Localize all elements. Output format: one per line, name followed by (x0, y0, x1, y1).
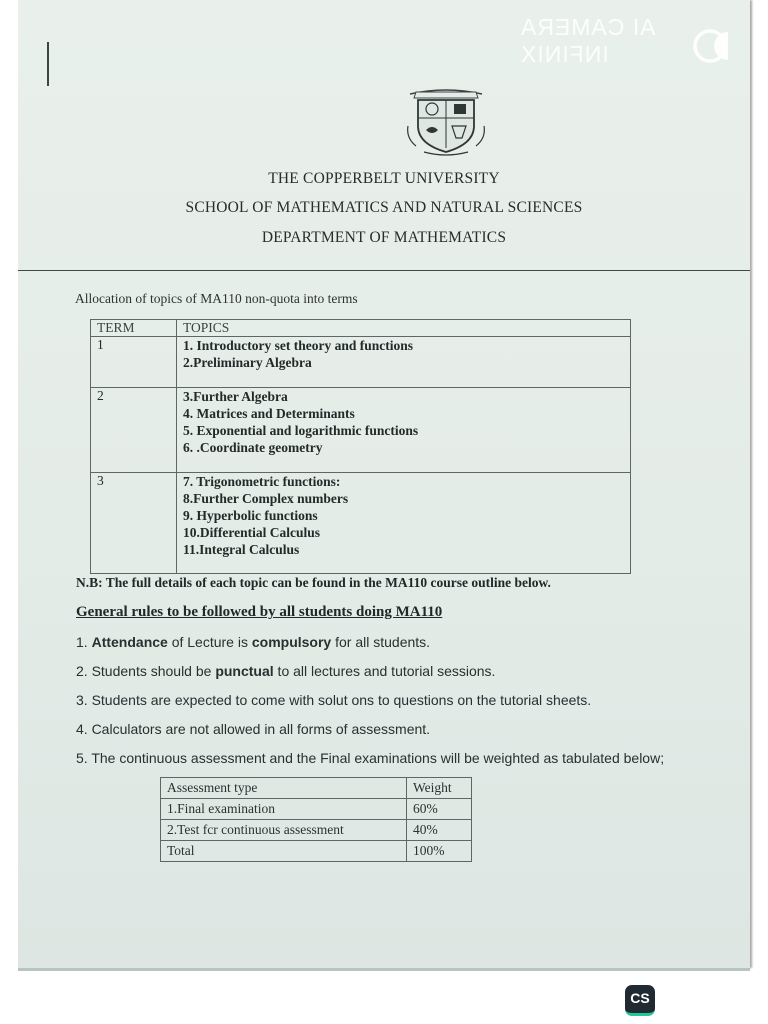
university-crest-icon (402, 86, 490, 158)
topic-item: 4. Matrices and Determinants (183, 406, 355, 421)
camera-watermark (520, 14, 670, 68)
table-row (161, 799, 472, 820)
term-number: 1 (97, 337, 104, 352)
topics-table (90, 319, 631, 574)
table-row (161, 841, 472, 862)
rule-item: 5. The continuous assessment and the Final examinations will be weighted as tabulated below; (76, 750, 665, 766)
topic-item: 11.Integral Calculus (183, 542, 300, 557)
table-header-row (161, 778, 472, 799)
topic-item: 7. Trigonometric functions: (183, 474, 341, 489)
table-row (91, 388, 631, 473)
term-cell (91, 388, 177, 473)
table-caption: Allocation of topics of MA110 non-quota into terms (75, 291, 358, 306)
table-row (91, 473, 631, 574)
rule-item: 1. Attendance of Lecture is compulsory for all students. (76, 634, 431, 650)
page-edge (18, 968, 750, 971)
watermark-line-1: AI CAMERA (520, 14, 656, 40)
university-name: THE COPPERBELT UNIVERSITY (268, 170, 500, 187)
topics-cell (177, 388, 631, 473)
rule-item: 3. Students are expected to come with solut ons to questions on the tutorial sheets. (76, 692, 592, 708)
camera-logo-icon (688, 26, 728, 66)
topic-item: 8.Further Complex numbers (183, 491, 349, 506)
topics-cell (177, 473, 631, 574)
topic-item: 5. Exponential and logarithmic functions (183, 423, 419, 438)
topic-item: 6. .Coordinate geometry (183, 440, 323, 455)
topics-header: TOPICS (177, 320, 631, 337)
term-cell (91, 473, 177, 574)
margin-mark (47, 42, 49, 86)
nb-note: N.B: The full details of each topic can be found in the MA110 course outline below. (76, 575, 551, 590)
weight-header: Weight (407, 778, 472, 799)
school-name: SCHOOL OF MATHEMATICS AND NATURAL SCIENCES (185, 199, 583, 216)
weight-cell: 100% (407, 841, 472, 862)
department-name: DEPARTMENT OF MATHEMATICS (261, 229, 507, 246)
assessment-type-cell: Total (161, 841, 407, 862)
table-row (91, 337, 631, 388)
topics-cell (177, 337, 631, 388)
term-number: 3 (97, 473, 104, 488)
table-row (161, 820, 472, 841)
term-cell (91, 337, 177, 388)
topic-item: 2.Preliminary Algebra (183, 355, 312, 370)
rules-heading: General rules to be followed by all students doing MA110 (76, 604, 443, 620)
rule-item: 2. Students should be punctual to all lectures and tutorial sessions. (76, 663, 496, 679)
watermark-line-2: INFINIX (520, 41, 609, 67)
camscanner-badge-icon: CS (625, 985, 655, 1016)
header-divider (18, 270, 750, 271)
topic-item: 3.Further Algebra (183, 389, 288, 404)
assessment-type-header: Assessment type (161, 778, 407, 799)
assessment-type-cell: 1.Final examination (161, 799, 407, 820)
weights-table (160, 777, 472, 862)
topic-item: 1. Introductory set theory and functions (183, 338, 414, 353)
term-header: TERM (91, 320, 177, 337)
weight-cell: 40% (407, 820, 472, 841)
weight-cell: 60% (407, 799, 472, 820)
rule-item: 4. Calculators are not allowed in all forms of assessment. (76, 721, 431, 737)
table-header-row (91, 320, 631, 337)
assessment-type-cell: 2.Test fcr continuous assessment (161, 820, 407, 841)
topic-item: 10.Differential Calculus (183, 525, 320, 540)
term-number: 2 (97, 388, 104, 403)
topic-item: 9. Hyperbolic functions (183, 508, 318, 523)
